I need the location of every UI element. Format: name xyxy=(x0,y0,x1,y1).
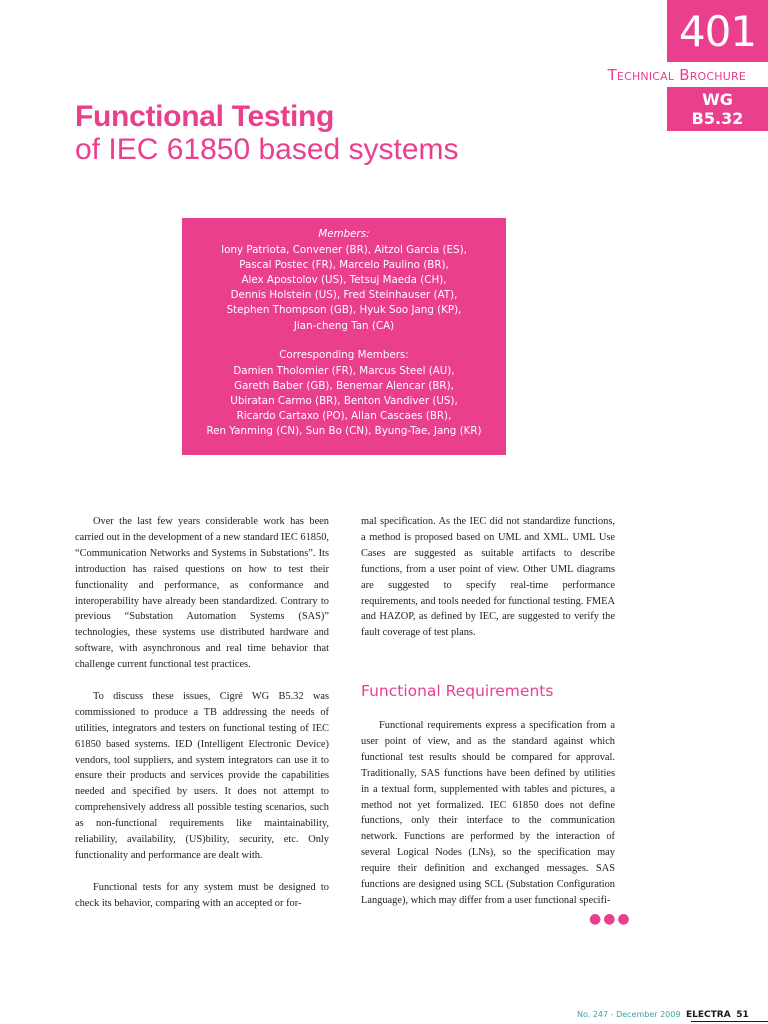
corresponding-member-line: Ubiratan Carmo (BR), Benton Vandiver (US), xyxy=(230,394,458,407)
technical-brochure-label: Technical Brochure xyxy=(607,66,746,84)
wg-code: B5.32 xyxy=(691,109,744,128)
footer-rule xyxy=(691,1021,768,1022)
member-line: Iony Patriota, Convener (BR), Aitzol Garcia (ES), xyxy=(221,244,467,257)
member-line: Dennis Holstein (US), Fred Steinhauser (AT), xyxy=(230,289,458,302)
page-subtitle: of IEC 61850 based systems xyxy=(75,133,459,166)
corresponding-member-line: Gareth Baber (GB), Benemar Alencar (BR), xyxy=(234,379,454,392)
continued-paragraph: mal specification. As the IEC did not standardize functions, a method is proposed based on UML and XML. UML Use Cases are suggested as suitable artifacts to describe functions, from a user point of view. Other UML diagrams are suggested to specify real-time performance requirements, and tools needed for functional testing. FMEA and HAZOP, as defined by IEC, are suggested to verify the fault coverage of test plans. xyxy=(361,516,615,639)
wg-paragraph: To discuss these issues, Cigré WG B5.32 was commissioned to produce a TB addressing the needs of utilities, integrators and testers on functional testing of IEC 61850 based systems. IED (Intelligent Electronic Device) vendors, tool suppliers, and system integrators can use it to ensure their products and services provide the capabilities needed and specified by users. It does not attempt to comprehensively address all possible testing scenarios, such as non-functional requirements like maintainability, reliability, availability, (US)bility, security, etc. Only functionality and performance are dealt with. xyxy=(75,690,329,862)
members-heading: Members: xyxy=(318,228,370,240)
functional-requirements-paragraph: Functional requirements express a specification from a user point of view, and as the standard against which functional test results should be compared for approval. Traditionally, SAS functions have been defined by utilities in a textual form, supplemented with tables and pictures, a method not yet formalized. IEC 61850 does not define functions, only their interface to the communication network. Functions are performed by the interaction of several Logical Nodes (LNs), so the specification may require their definition and exchanged messages. SAS functions are designed using SCL (Substation Configuration Language), which may differ from a user functional specifi- xyxy=(361,720,615,906)
member-line: Pascal Postec (FR), Marcelo Paulino (BR), xyxy=(239,259,449,272)
member-line: Alex Apostolov (US), Tetsuj Maeda (CH), xyxy=(241,274,447,287)
member-line: Stephen Thompson (GB), Hyuk Soo Jang (KP), xyxy=(226,304,462,317)
journal-name: ELECTRA xyxy=(686,1010,731,1020)
right-column-top xyxy=(361,514,615,657)
right-column-bottom xyxy=(361,718,615,925)
wg-label: WG xyxy=(702,90,733,109)
corresponding-member-line: Ren Yanming (CN), Sun Bo (CN), Byung-Tae, Jang (KR) xyxy=(206,425,482,438)
member-line: Jian-cheng Tan (CA) xyxy=(293,319,395,332)
corresponding-member-line: Ricardo Cartaxo (PO), Allan Cascaes (BR), xyxy=(236,410,452,423)
page-title: Functional Testing xyxy=(75,100,335,133)
page-footer xyxy=(577,1010,749,1020)
continue-dots-icon: ●●● xyxy=(589,911,632,927)
corresponding-member-line: Damien Tholomier (FR), Marcus Steel (AU), xyxy=(233,364,455,377)
corresponding-members-heading: Corresponding Members: xyxy=(279,348,409,361)
left-column xyxy=(75,514,329,928)
members-box xyxy=(182,218,506,455)
intro-paragraph: Over the last few years considerable work has been carried out in the development of a new standard IEC 61850, “Communication Networks and Systems in Substations”. Its introduction has raised questions on how to test their functionality and performance, as conformance and interoperability have already been standardized. Contrary to previous “Substation Automation Systems (SAS)” technologies, these systems use distributed hardware and software, with asynchronous and real time behavior that challenge current functional test practices. xyxy=(75,516,329,671)
functional-tests-paragraph: Functional tests for any system must be designed to check its behavior, comparing with an accepted or for- xyxy=(75,881,329,909)
page-number: 51 xyxy=(736,1010,749,1020)
issue-info: No. 247 - December 2009 xyxy=(577,1010,681,1019)
working-group-badge xyxy=(667,87,768,131)
brochure-number: 401 xyxy=(667,0,768,62)
section-heading-functional-requirements: Functional Requirements xyxy=(361,682,554,700)
